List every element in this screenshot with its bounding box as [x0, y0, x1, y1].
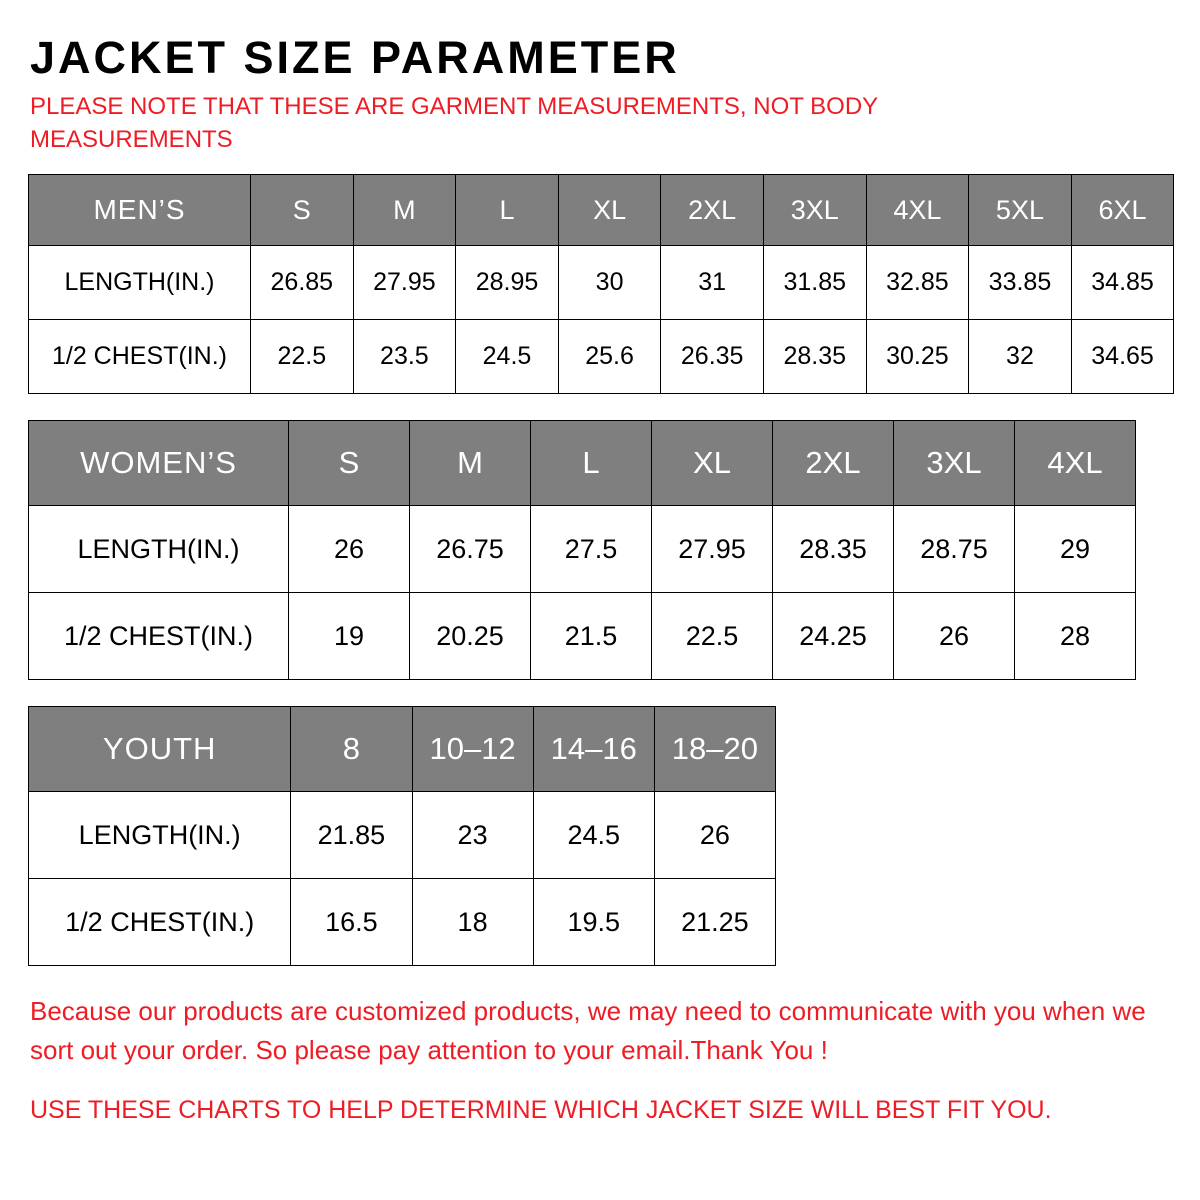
table-cell: 34.85 [1071, 246, 1174, 320]
table-row [29, 593, 1136, 680]
table-cell: 26.75 [410, 506, 531, 593]
size-header-cell: 18–20 [654, 707, 775, 792]
table-cell: 21.25 [654, 879, 775, 966]
table-cell: 26.85 [251, 246, 354, 320]
size-header-cell: 4XL [1015, 421, 1136, 506]
table-cell: 24.5 [456, 320, 559, 394]
table-cell: 28.95 [456, 246, 559, 320]
row-label: 1/2 CHEST(IN.) [29, 320, 251, 394]
youth-size-table [28, 706, 776, 966]
table-cell: 22.5 [251, 320, 354, 394]
table-cell: 26 [289, 506, 410, 593]
mens-table-title: MEN’S [29, 175, 251, 246]
table-cell: 20.25 [410, 593, 531, 680]
size-header-cell: 4XL [866, 175, 969, 246]
size-header-cell: XL [652, 421, 773, 506]
table-cell: 22.5 [652, 593, 773, 680]
table-row [29, 506, 1136, 593]
table-cell: 27.5 [531, 506, 652, 593]
size-header-cell: 14–16 [533, 707, 654, 792]
size-header-cell: 2XL [773, 421, 894, 506]
table-cell: 30 [558, 246, 661, 320]
page-title: JACKET SIZE PARAMETER [30, 32, 680, 83]
size-header-cell: 3XL [763, 175, 866, 246]
table-cell: 19.5 [533, 879, 654, 966]
row-label: 1/2 CHEST(IN.) [29, 879, 291, 966]
table-header-row [29, 175, 1174, 246]
size-header-cell: S [289, 421, 410, 506]
table-cell: 28.35 [763, 320, 866, 394]
table-cell: 31 [661, 246, 764, 320]
table-cell: 18 [412, 879, 533, 966]
table-cell: 25.6 [558, 320, 661, 394]
womens-table-title: WOMEN’S [29, 421, 289, 506]
table-cell: 30.25 [866, 320, 969, 394]
row-label: LENGTH(IN.) [29, 506, 289, 593]
table-cell: 28.35 [773, 506, 894, 593]
table-row [29, 879, 776, 966]
size-header-cell: 8 [291, 707, 412, 792]
table-cell: 19 [289, 593, 410, 680]
table-row [29, 246, 1174, 320]
table-cell: 27.95 [353, 246, 456, 320]
table-row [29, 792, 776, 879]
measurement-note: PLEASE NOTE THAT THESE ARE GARMENT MEASUREMENTS, NOT BODY MEASUREMENTS [30, 93, 878, 153]
row-label: LENGTH(IN.) [29, 246, 251, 320]
table-cell: 16.5 [291, 879, 412, 966]
table-cell: 24.5 [533, 792, 654, 879]
table-cell: 23.5 [353, 320, 456, 394]
size-header-cell: M [353, 175, 456, 246]
size-header-cell: S [251, 175, 354, 246]
row-label: 1/2 CHEST(IN.) [29, 593, 289, 680]
size-header-cell: L [456, 175, 559, 246]
table-cell: 23 [412, 792, 533, 879]
table-cell: 33.85 [969, 246, 1072, 320]
chart-usage-notice: USE THESE CHARTS TO HELP DETERMINE WHICH JACKET SIZE WILL BEST FIT YOU. [30, 1096, 1052, 1125]
table-cell: 24.25 [773, 593, 894, 680]
size-header-cell: 3XL [894, 421, 1015, 506]
table-cell: 29 [1015, 506, 1136, 593]
womens-size-table [28, 420, 1136, 680]
size-header-cell: XL [558, 175, 661, 246]
table-cell: 26 [654, 792, 775, 879]
customization-notice: Because our products are customized products, we may need to communicate with you when we sort out your order. So please pay attention to your email.Thank You ! [30, 996, 1146, 1066]
youth-table-title: YOUTH [29, 707, 291, 792]
table-row [29, 320, 1174, 394]
table-cell: 32.85 [866, 246, 969, 320]
table-cell: 28 [1015, 593, 1136, 680]
size-header-cell: 5XL [969, 175, 1072, 246]
mens-size-table [28, 174, 1174, 394]
table-cell: 26 [894, 593, 1015, 680]
table-cell: 27.95 [652, 506, 773, 593]
table-header-row [29, 421, 1136, 506]
size-header-cell: 6XL [1071, 175, 1174, 246]
size-header-cell: 10–12 [412, 707, 533, 792]
table-header-row [29, 707, 776, 792]
table-cell: 34.65 [1071, 320, 1174, 394]
table-cell: 26.35 [661, 320, 764, 394]
table-cell: 21.5 [531, 593, 652, 680]
row-label: LENGTH(IN.) [29, 792, 291, 879]
table-cell: 21.85 [291, 792, 412, 879]
table-cell: 28.75 [894, 506, 1015, 593]
size-header-cell: M [410, 421, 531, 506]
size-header-cell: L [531, 421, 652, 506]
table-cell: 31.85 [763, 246, 866, 320]
size-header-cell: 2XL [661, 175, 764, 246]
table-cell: 32 [969, 320, 1072, 394]
